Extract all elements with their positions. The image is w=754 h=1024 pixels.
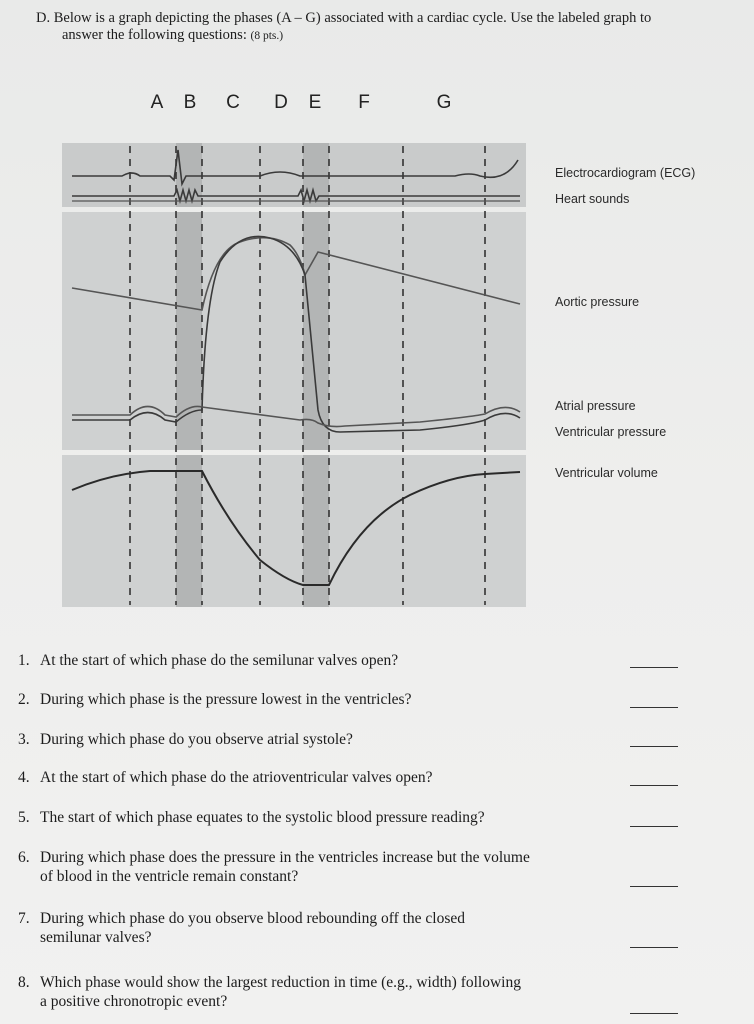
phase-label-b: B (183, 92, 197, 113)
phase-label-c: C (226, 92, 240, 113)
answer-blank-3[interactable] (630, 745, 678, 747)
question-text: During which phase do you observe blood rebounding off the closed (40, 910, 466, 927)
question-text: Which phase would show the largest reduction in time (e.g., width) following (40, 974, 521, 991)
phase-label-g: G (436, 92, 452, 113)
question-number: 8. (18, 974, 30, 991)
question-number: 1. (18, 652, 30, 669)
ventricular-pressure-label: Ventricular pressure (555, 425, 667, 439)
answer-blank-7[interactable] (630, 946, 678, 948)
question-8 (18, 973, 618, 1011)
ventricular-volume-label: Ventricular volume (555, 466, 658, 480)
points-value: (8 pts.) (250, 30, 284, 42)
question-number: 5. (18, 809, 30, 826)
question-5 (18, 808, 618, 827)
question-text: During which phase does the pressure in the ventricles increase but the volume (40, 849, 530, 866)
question-3 (18, 730, 618, 749)
atrial-pressure-label: Atrial pressure (555, 399, 636, 413)
question-text: At the start of which phase do the semilunar valves open? (40, 652, 399, 669)
aortic-pressure-label: Aortic pressure (555, 295, 640, 309)
question-text-continued: a positive chronotropic event? (40, 993, 228, 1010)
header-line-2 (36, 27, 748, 45)
header-line-1: D. Below is a graph depicting the phases (A – G) associated with a cardiac cycle. Use the labeled graph to (36, 10, 652, 26)
question-text-continued: of blood in the ventricle remain constant? (40, 868, 299, 885)
question-text: The start of which phase equates to the systolic blood pressure reading? (40, 809, 485, 826)
question-text: At the start of which phase do the atrioventricular valves open? (40, 769, 433, 786)
question-1 (18, 651, 618, 670)
question-number: 3. (18, 731, 30, 748)
phase-label-d: D (274, 92, 288, 113)
question-6 (18, 848, 618, 886)
question-2 (18, 690, 618, 709)
question-number: 4. (18, 769, 30, 786)
question-number: 2. (18, 691, 30, 708)
heart-sounds-label: Heart sounds (555, 192, 630, 206)
answer-blank-6[interactable] (630, 885, 678, 887)
phase-e-band-mid (303, 212, 329, 450)
phase-label-f: F (358, 92, 370, 113)
question-4 (18, 768, 618, 787)
phase-b-band-top (176, 143, 202, 207)
question-7 (18, 909, 618, 947)
phase-label-a: A (150, 92, 164, 113)
cardiac-cycle-diagram (60, 140, 530, 610)
question-text: During which phase is the pressure lowest in the ventricles? (40, 691, 412, 708)
header-instruction: answer the following questions: (62, 27, 247, 43)
answer-blank-5[interactable] (630, 825, 678, 827)
answer-blank-8[interactable] (630, 1012, 678, 1014)
question-text: During which phase do you observe atrial systole? (40, 731, 353, 748)
answer-blank-1[interactable] (630, 666, 678, 668)
section-header (36, 10, 748, 45)
question-number: 6. (18, 849, 30, 866)
ecg-label: Electrocardiogram (ECG) (555, 166, 696, 180)
phase-label-e: E (308, 92, 322, 113)
answer-blank-2[interactable] (630, 706, 678, 708)
phase-b-band-bottom (176, 455, 202, 607)
answer-blank-4[interactable] (630, 784, 678, 786)
question-number: 7. (18, 910, 30, 927)
phase-e-band-top (303, 143, 329, 207)
question-text-continued: semilunar valves? (40, 929, 152, 946)
